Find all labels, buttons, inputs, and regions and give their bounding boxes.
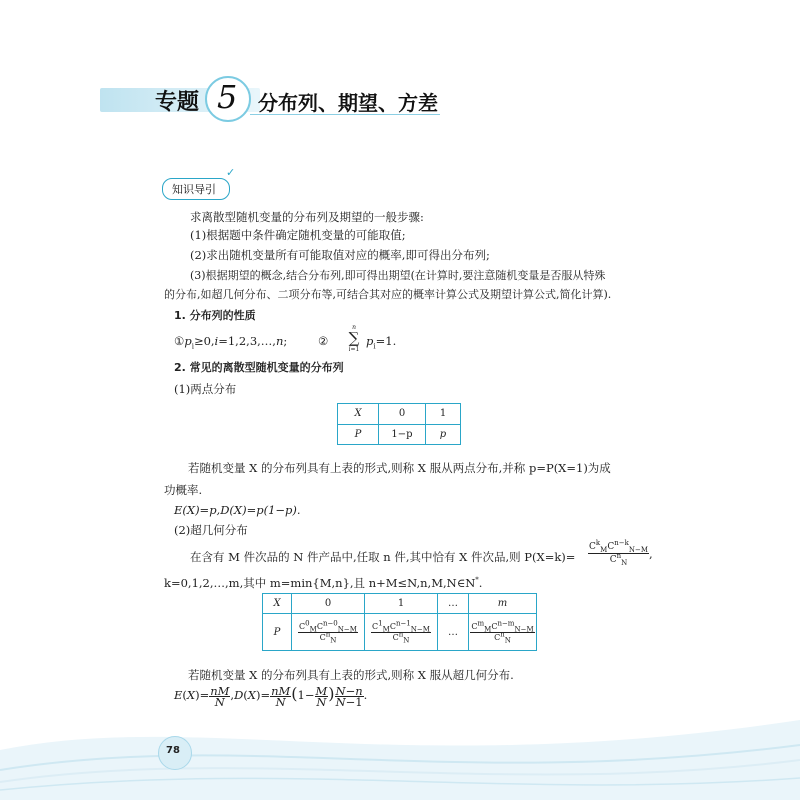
table1-header-p: P	[338, 424, 379, 445]
hypergeometric-definition-b: k=0,1,2,…,m,其中 m=min{M,n},且 n+M≤N,n,M,N∈N*.	[164, 576, 483, 590]
two-point-formula: E(X)=p,D(X)=p(1−p).	[174, 503, 301, 517]
guide-intro: 求离散型随机变量的分布列及期望的一般步骤:	[190, 210, 424, 224]
badge-label: 知识导引	[172, 183, 216, 196]
two-point-table	[337, 403, 461, 445]
hypergeometric-definition-c: 若随机变量 X 的分布列具有上表的形式,则称 X 服从超几何分布.	[188, 668, 514, 682]
table2-prob-1: $\frac{C^1_MC^{n-1}_{N-M}}{C^n_N}$	[365, 614, 438, 651]
summation-symbol: n ∑ i=1	[348, 324, 360, 353]
table2-value-0: 0	[292, 594, 365, 614]
table2-value-ellipsis: …	[438, 594, 469, 614]
table1-prob-0: 1−p	[379, 424, 426, 445]
hypergeometric-probability-fraction: $\frac{C^k_MC^{n-k}_{N-M}}{C^n_N}$ ,	[589, 539, 653, 567]
topic-header	[100, 78, 440, 124]
page-number: 78	[166, 745, 180, 756]
pencil-icon: ✓	[226, 166, 236, 179]
property-2-formula: $p_i=1$.	[366, 334, 397, 351]
table2-prob-m: $\frac{C^m_MC^{n-m}_{N-M}}{C^n_N}$	[469, 614, 537, 651]
table1-value-0: 0	[379, 404, 426, 425]
topic-title: 分布列、期望、方差	[258, 91, 438, 115]
guide-step-3a: (3)根据期望的概念,结合分布列,即可得出期望(在计算时,要注意随机变量是否服从特殊	[190, 269, 606, 282]
table2-prob-ellipsis: …	[438, 614, 469, 651]
table2-prob-0: $\frac{C^0_MC^{n-0}_{N-M}}{C^n_N}$	[292, 614, 365, 651]
table2-header-x: X	[263, 594, 292, 614]
property-1: $①p_i\ge 0,i=1,2,3,\dots,n$;	[174, 334, 288, 351]
guide-step-3b: 的分布,如超几何分布、二项分布等,可结合其对应的概率计算公式及期望计算公式,简化计算).	[164, 288, 612, 301]
table2-value-m: m	[469, 594, 537, 614]
two-point-subheading: (1)两点分布	[174, 382, 237, 396]
table2-value-1: 1	[365, 594, 438, 614]
property-2: ②	[318, 334, 329, 348]
guide-step-2: (2)求出随机变量所有可能取值对应的概率,即可得出分布列;	[190, 248, 490, 262]
hypergeometric-subheading: (2)超几何分布	[174, 523, 248, 537]
table1-prob-1: p	[426, 424, 461, 445]
two-point-definition-a: 若随机变量 X 的分布列具有上表的形式,则称 X 服从两点分布,并称 p=P(X=1)为成	[188, 461, 611, 475]
two-point-definition-b: 功概率.	[164, 483, 203, 497]
table2-header-p: P	[263, 614, 292, 651]
topic-word: 专题	[155, 90, 200, 115]
wave-decoration	[0, 690, 800, 800]
section-1-heading: 1. 分布列的性质	[174, 309, 256, 322]
hypergeometric-table	[262, 593, 537, 651]
table1-value-1: 1	[426, 404, 461, 425]
guide-step-1: (1)根据题中条件确定随机变量的可能取值;	[190, 228, 406, 242]
table1-header-x: X	[338, 404, 379, 425]
hypergeometric-definition-a: 在含有 M 件次品的 N 件产品中,任取 n 件,其中恰有 X 件次品,则 P(X=k)=	[190, 550, 576, 564]
section-2-heading: 2. 常见的离散型随机变量的分布列	[174, 361, 344, 374]
topic-number: 5	[217, 78, 238, 116]
hypergeometric-formula: E(X)= $\frac{nM}{N}$ ,D(X)= $\frac{nM}{N}$ (1− $\frac{M}{N}$ ) $\frac{N-n}{N-1}$ .	[174, 683, 368, 709]
